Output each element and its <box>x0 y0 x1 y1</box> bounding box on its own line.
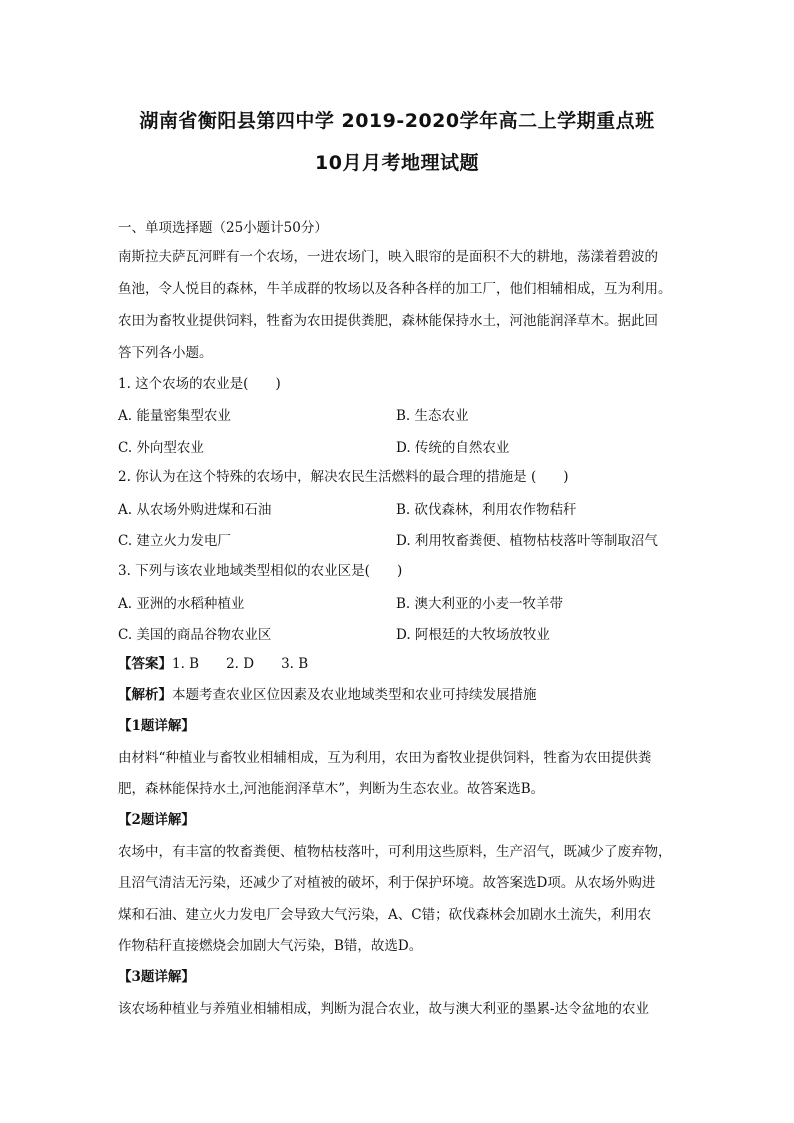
question-1-option-b: B. 生态农业 <box>396 408 469 424</box>
answer-label: 【答案】 <box>118 656 172 672</box>
detail-1-heading: 【1题详解】 <box>118 718 195 734</box>
question-1-stem: 1. 这个农场的农业是( ) <box>118 376 281 392</box>
question-3-option-d: D. 阿根廷的大牧场放牧业 <box>396 627 550 643</box>
material-line: 南斯拉夫萨瓦河畔有一个农场，一进农场门，映入眼帘的是面积不大的耕地，荡漾着碧波的 <box>118 249 658 265</box>
question-2-option-d: D. 利用牧畜粪便、植物枯枝落叶等制取沼气 <box>396 533 658 549</box>
question-2-option-a: A. 从农场外购进煤和石油 <box>118 502 272 518</box>
question-2-option-c: C. 建立火力发电厂 <box>118 533 231 549</box>
detail-3-line: 该农场种植业与养殖业相辅相成，判断为混合农业，故与澳大利亚的墨累-达令盆地的农业 <box>118 1001 650 1017</box>
material-line: 鱼池，令人悦目的森林，牛羊成群的牧场以及各种各样的加工厂，他们相辅相成，互为利用。 <box>118 281 672 297</box>
question-3-option-c: C. 美国的商品谷物农业区 <box>118 627 272 643</box>
answer-line <box>118 654 678 674</box>
question-1-option-c: C. 外向型农业 <box>118 440 204 456</box>
question-3-stem: 3. 下列与该农业地域类型相似的农业区是( ) <box>118 563 403 579</box>
detail-2-line: 农场中，有丰富的牧畜粪便、植物枯枝落叶，可利用这些原料，生产沼气，既减少了废弃物， <box>118 844 672 860</box>
material-line: 答下列各小题。 <box>118 345 213 361</box>
document-title-line-2: 10月月考地理试题 <box>315 152 479 174</box>
detail-2-line: 作物秸秆直接燃烧会加剧大气污染，B错，故选D。 <box>118 938 423 954</box>
detail-3-heading: 【3题详解】 <box>118 969 195 985</box>
document-title-line-1: 湖南省衡阳县第四中学 2019-2020学年高二上学期重点班 <box>139 110 655 132</box>
question-1-option-d: D. 传统的自然农业 <box>396 440 510 456</box>
analysis-line <box>118 685 678 705</box>
answer-text: 1. B 2. D 3. B <box>172 656 309 672</box>
detail-1-line: 由材料“种植业与畜牧业相辅相成，互为利用，农田为畜牧业提供饲料，牲畜为农田提供粪 <box>118 750 652 766</box>
section-heading: 一、单项选择题（25小题计50分） <box>118 220 328 236</box>
question-1-option-a: A. 能量密集型农业 <box>118 408 231 424</box>
material-line: 农田为畜牧业提供饲料，牲畜为农田提供粪肥，森林能保持水土，河池能润泽草木。据此回 <box>118 313 658 329</box>
detail-2-line: 煤和石油、建立火力发电厂会导致大气污染，A、C错；砍伐森林会加剧水土流失，利用农 <box>118 907 652 923</box>
question-2-stem: 2. 你认为在这个特殊的农场中，解决农民生活燃料的最合理的措施是 ( ) <box>118 469 569 485</box>
question-3-option-b: B. 澳大利亚的小麦一牧羊带 <box>396 596 564 612</box>
detail-2-line: 且沼气清洁无污染，还减少了对植被的破坏，利于保护环境。故答案选D项。从农场外购进 <box>118 875 656 891</box>
question-2-option-b: B. 砍伐森林，利用农作物秸秆 <box>396 502 577 518</box>
analysis-text: 本题考查农业区位因素及农业地域类型和农业可持续发展措施 <box>172 687 537 703</box>
question-3-option-a: A. 亚洲的水稻种植业 <box>118 596 245 612</box>
analysis-label: 【解析】 <box>118 687 172 703</box>
detail-1-line: 肥，森林能保持水土,河池能润泽草木”，判断为生态农业。故答案选B。 <box>118 781 545 797</box>
detail-2-heading: 【2题详解】 <box>118 812 195 828</box>
